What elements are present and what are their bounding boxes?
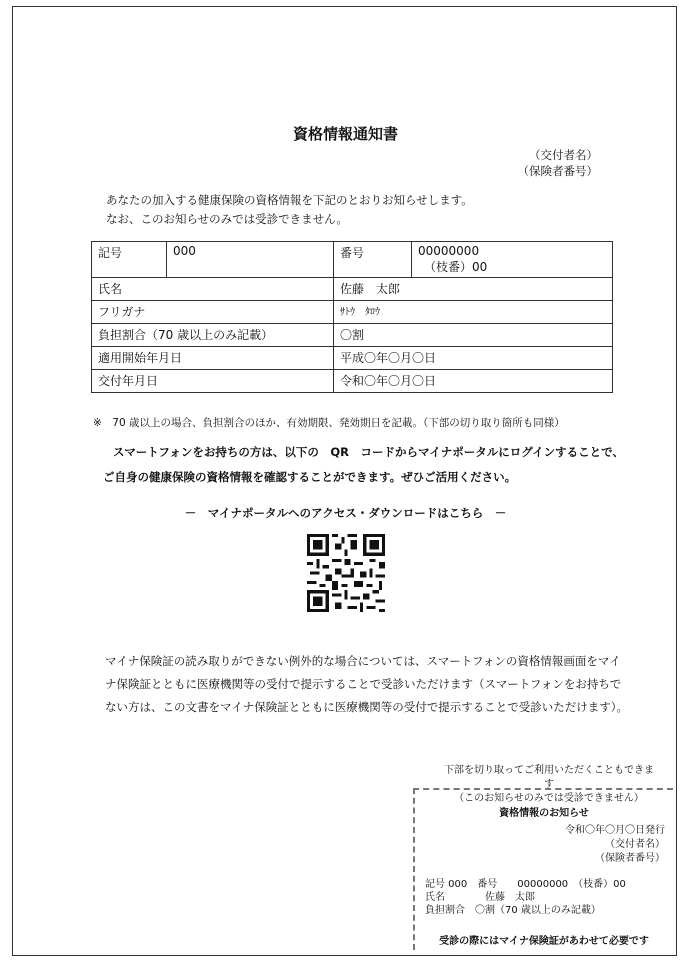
kigo-label: 記号 — [92, 242, 167, 278]
exception-explanation: マイナ保険証の読み取りができない例外的な場合については、スマートフォンの資格情報画面をマイナ保険証とともに医療機関等の受付で提示することで受診いただけます（スマートフォンをお持ちでない方は、この文書をマイナ保険証とともに医療機関等の受付で提示することで受診いただけます）。 — [105, 654, 629, 714]
name-value: 佐藤 太郎 — [334, 278, 613, 301]
furigana-value: ｻﾄｳ ﾀﾛｳ — [334, 301, 613, 324]
detachable-coupon — [413, 788, 673, 950]
coupon-insurer-number: （保険者番号） — [595, 853, 665, 864]
table-row — [92, 370, 613, 393]
furigana-label: フリガナ — [92, 301, 334, 324]
intro-line-2: なお、このお知らせのみでは受診できません。 — [106, 212, 348, 226]
intro-line-1: あなたの加入する健康保険の資格情報を下記のとおりお知らせします。 — [106, 193, 473, 207]
issuer-name: （交付者名） — [529, 148, 598, 162]
name-label: 氏名 — [92, 278, 334, 301]
qualification-table — [91, 241, 613, 393]
coupon-issuer-name: （交付者名） — [605, 839, 665, 850]
kigo-value: 000 — [167, 242, 334, 278]
issue-date-value: 令和〇年〇月〇日 — [334, 370, 613, 393]
mynaportal-access-heading: － マイナポータルへのアクセス・ダウンロードはこちら － — [184, 506, 507, 520]
page-title: 資格情報通知書 — [292, 125, 398, 143]
smartphone-message-line-1: スマートフォンをお持ちの方は、以下の QR コードからマイナポータルにログインすることで、 — [113, 445, 624, 459]
coupon-line-name: 氏名 佐藤 太郎 — [425, 892, 535, 903]
burden-label: 負担割合（70 歳以上のみ記載） — [92, 324, 334, 347]
coupon-issuer-block — [565, 824, 665, 866]
issuer-block — [518, 147, 599, 179]
bango-cell — [412, 242, 613, 278]
qr-code[interactable] — [307, 534, 385, 612]
cut-off-note-line-2: （このお知らせのみでは受診できません） — [454, 793, 644, 804]
table-row — [92, 278, 613, 301]
smartphone-message-line-2: ご自身の健康保険の資格情報を確認することができます。ぜひご活用ください。 — [103, 470, 517, 484]
table-row — [92, 301, 613, 324]
coupon-footer: 受診の際にはマイナ保険証があわせて必要です — [439, 936, 649, 947]
burden-value: 〇割 — [334, 324, 613, 347]
start-date-value: 平成〇年〇月〇日 — [334, 347, 613, 370]
coupon-line-burden: 負担割合 〇割（70 歳以上のみ記載） — [425, 905, 601, 916]
edaban-value: （枝番）00 — [424, 260, 488, 274]
coupon-details — [425, 878, 626, 917]
table-row — [92, 242, 613, 278]
issue-date-label: 交付年月日 — [92, 370, 334, 393]
coupon-line-number: 記号 000 番号 00000000 （枝番）00 — [425, 879, 626, 890]
coupon-issue-date: 令和〇年〇月〇日発行 — [565, 825, 665, 836]
smartphone-message — [103, 440, 624, 490]
intro-text — [106, 191, 473, 229]
table-row — [92, 324, 613, 347]
cut-off-note-line-1: 下部を切り取ってご利用いただくこともできます — [444, 765, 654, 790]
footnote: ※ 70 歳以上の場合、負担割合のほか、有効期限、発効期日を記載。（下部の切り取り箇所も同様） — [93, 417, 565, 429]
coupon-title: 資格情報のお知らせ — [499, 808, 589, 819]
bango-label: 番号 — [334, 242, 412, 278]
bango-value: 00000000 — [418, 244, 480, 258]
table-row — [92, 347, 613, 370]
start-date-label: 適用開始年月日 — [92, 347, 334, 370]
insurer-number: （保険者番号） — [517, 164, 598, 178]
